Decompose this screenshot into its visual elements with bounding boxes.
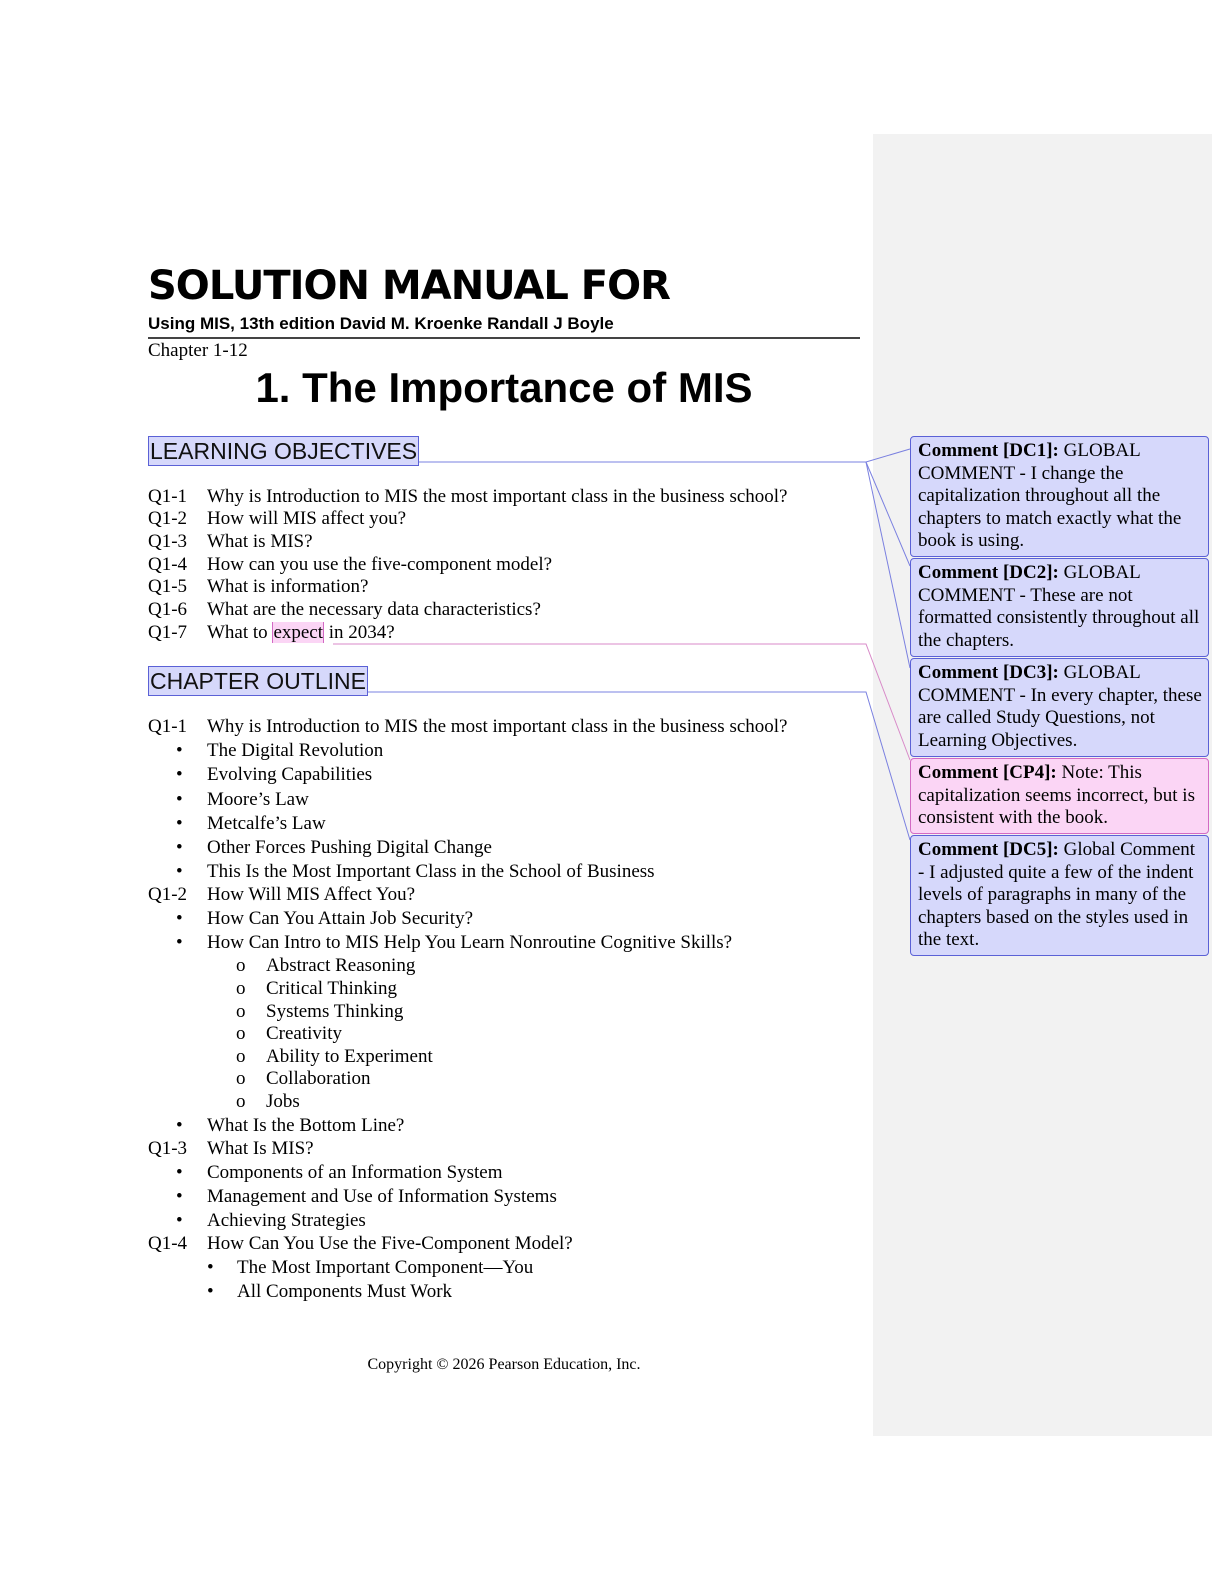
comment-text: GLOBAL COMMENT - In every chapter, these are called Study Questions, not Learning Objectives. [918, 662, 1202, 751]
copyright-footer: Copyright © 2026 Pearson Education, Inc. [367, 1356, 641, 1373]
bullet-icon: • [176, 861, 183, 882]
circle-bullet-icon: o [236, 1023, 246, 1044]
comment-dc1[interactable] [910, 436, 1209, 557]
comment-dc3[interactable] [910, 658, 1209, 757]
comment-label: Comment [DC3]: [918, 662, 1059, 683]
comment-label: Comment [CP4]: [918, 762, 1057, 783]
comment-text: Global Comment - I adjusted quite a few of the indent levels of paragraphs in many of the chapters based on the styles used in the text. [918, 839, 1196, 950]
bullet-icon: • [176, 789, 183, 810]
comment-label: Comment [DC1]: [918, 440, 1059, 461]
circle-bullet-icon: o [236, 1046, 246, 1067]
chapter-range: Chapter 1-12 [148, 340, 248, 361]
comment-dc5[interactable] [910, 835, 1209, 956]
comment-label: Comment [DC5]: [918, 839, 1059, 860]
bullet-icon: • [176, 813, 183, 834]
comment-dc2[interactable] [910, 558, 1209, 657]
bullet-icon: • [207, 1257, 214, 1278]
bullet-icon: • [176, 1162, 183, 1183]
bullet-icon: • [176, 740, 183, 761]
bullet-icon: • [176, 764, 183, 785]
comment-label: Comment [DC2]: [918, 562, 1059, 583]
circle-bullet-icon: o [236, 955, 246, 976]
comment-cp4[interactable] [910, 758, 1209, 834]
comment-text: GLOBAL COMMENT - These are not formatted consistently throughout all the chapters. [918, 562, 1200, 651]
bullet-icon: • [176, 908, 183, 929]
book-subtitle: Using MIS, 13th edition David M. Kroenke Randall J Boyle [148, 314, 614, 333]
page-title: 1. The Importance of MIS [255, 364, 753, 411]
comment-text: GLOBAL COMMENT - I change the capitalization throughout all the chapters to match exactly what the book is using. [918, 440, 1182, 551]
bullet-icon: • [176, 1186, 183, 1207]
commented-text-expect[interactable]: expect [273, 622, 324, 643]
circle-bullet-icon: o [236, 1001, 246, 1022]
bullet-icon: • [176, 837, 183, 858]
comment-text: Note: This capitalization seems incorrect, but is consistent with the book. [918, 762, 1195, 828]
circle-bullet-icon: o [236, 978, 246, 999]
bullet-icon: • [176, 1210, 183, 1231]
connector-dc1 [416, 449, 910, 462]
solution-manual-banner: SOLUTION MANUAL FOR [148, 263, 670, 309]
learning-objectives-heading[interactable]: LEARNING OBJECTIVES [150, 438, 418, 464]
bullet-icon: • [207, 1281, 214, 1302]
circle-bullet-icon: o [236, 1091, 246, 1112]
chapter-outline-heading[interactable]: CHAPTER OUTLINE [150, 668, 366, 694]
connector-dc5 [365, 692, 910, 840]
header-rule [148, 337, 860, 339]
connector-cp4 [333, 644, 910, 760]
bullet-icon: • [176, 1115, 183, 1136]
bullet-icon: • [176, 932, 183, 953]
circle-bullet-icon: o [236, 1068, 246, 1089]
